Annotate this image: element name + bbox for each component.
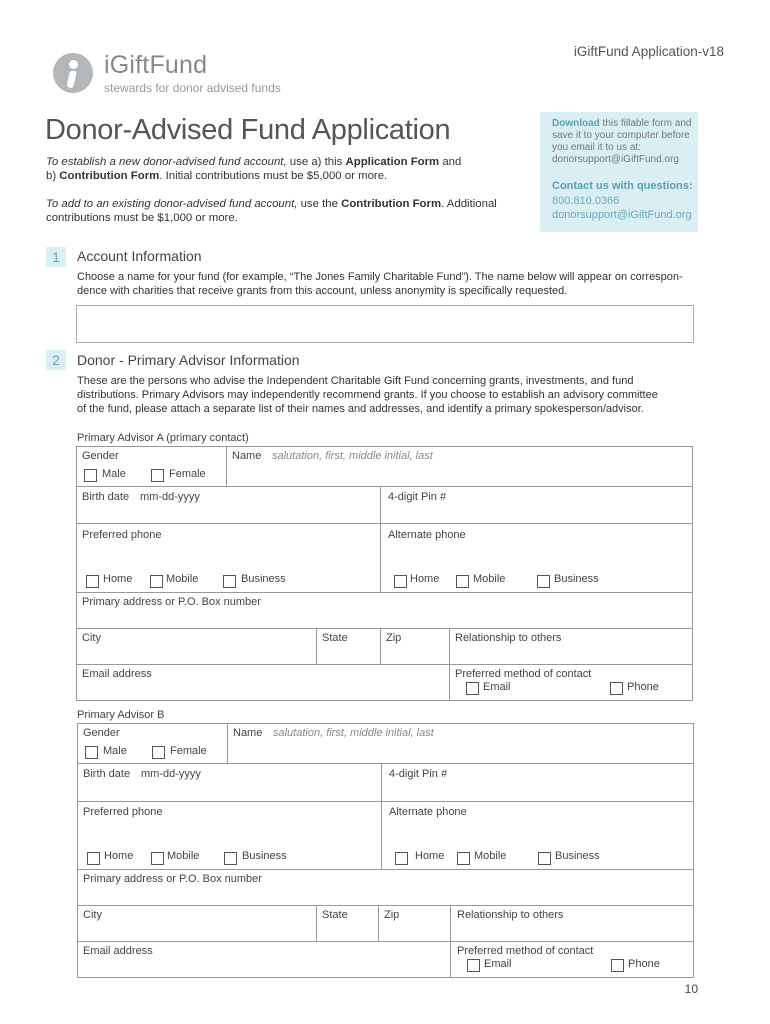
alt-home-label: Home bbox=[410, 573, 440, 585]
female-label: Female bbox=[170, 745, 207, 757]
business-checkbox[interactable] bbox=[223, 575, 236, 588]
female-label: Female bbox=[169, 468, 206, 480]
home-label: Home bbox=[104, 850, 134, 862]
info-box bbox=[540, 112, 698, 232]
name-label: Name bbox=[233, 727, 263, 739]
divider bbox=[316, 905, 317, 941]
logo-dot bbox=[69, 60, 78, 69]
contact-email-label: Email bbox=[483, 681, 511, 693]
download-note-line2: save it to your computer before bbox=[552, 130, 690, 141]
business-checkbox[interactable] bbox=[224, 852, 237, 865]
section-text: of the fund, please attach a separate list of their names and addresses, and identify a primary spokesperson/advisor. bbox=[77, 403, 644, 415]
divider bbox=[77, 977, 694, 978]
alt-home-checkbox[interactable] bbox=[394, 575, 407, 588]
contact-heading: Contact us with questions: bbox=[552, 180, 693, 192]
divider bbox=[378, 905, 379, 941]
divider bbox=[77, 941, 694, 942]
divider bbox=[449, 628, 450, 700]
email-address-label: Email address bbox=[83, 945, 153, 957]
mobile-checkbox[interactable] bbox=[150, 575, 163, 588]
alt-home-label: Home bbox=[415, 850, 445, 862]
divider bbox=[77, 763, 694, 764]
birth-date-label: Birth date bbox=[82, 491, 130, 503]
divider bbox=[76, 700, 693, 701]
home-checkbox[interactable] bbox=[87, 852, 100, 865]
alt-mobile-checkbox[interactable] bbox=[456, 575, 469, 588]
business-label: Business bbox=[242, 850, 287, 862]
pin-label: 4-digit Pin # bbox=[389, 768, 448, 780]
download-note: Download this fillable form and bbox=[552, 118, 692, 129]
form-version: iGiftFund Application-v18 bbox=[573, 44, 724, 59]
download-note-line3: you email it to us at: bbox=[552, 142, 641, 153]
intro-paragraph-1: To establish a new donor-advised fund account, use a) this Application Form and b) Contribution Form. Initial contributions must be $5,000 or more. bbox=[46, 156, 462, 182]
gender-label: Gender bbox=[83, 727, 120, 739]
male-checkbox[interactable] bbox=[85, 746, 98, 759]
section-number: 2 bbox=[46, 350, 66, 370]
home-label: Home bbox=[103, 573, 133, 585]
preferred-contact-label: Preferred method of contact bbox=[455, 668, 592, 680]
birth-date-label: Birth date bbox=[83, 768, 131, 780]
divider bbox=[381, 763, 382, 869]
contact-email-checkbox[interactable] bbox=[466, 682, 479, 695]
female-checkbox[interactable] bbox=[151, 469, 164, 482]
relationship-label: Relationship to others bbox=[457, 909, 564, 921]
divider bbox=[77, 869, 694, 870]
preferred-contact-label: Preferred method of contact bbox=[457, 945, 594, 957]
divider bbox=[76, 664, 693, 665]
state-label: State bbox=[322, 909, 348, 921]
brand-tagline: stewards for donor advised funds bbox=[104, 81, 281, 95]
name-input[interactable]: salutation, first, middle initial, last bbox=[273, 727, 434, 739]
page-title: Donor-Advised Fund Application bbox=[45, 114, 451, 146]
contact-phone-checkbox[interactable] bbox=[610, 682, 623, 695]
preferred-phone-label: Preferred phone bbox=[83, 806, 163, 818]
divider bbox=[76, 628, 693, 629]
city-label: City bbox=[82, 632, 101, 644]
divider bbox=[692, 446, 693, 700]
divider bbox=[76, 446, 77, 700]
divider bbox=[693, 723, 694, 977]
birth-date-input[interactable]: mm-dd-yyyy bbox=[141, 768, 201, 780]
mobile-label: Mobile bbox=[167, 850, 200, 862]
mobile-checkbox[interactable] bbox=[151, 852, 164, 865]
section-text: Choose a name for your fund (for example, “The Jones Family Charitable Fund”). The name below will appear on correspon- bbox=[77, 271, 683, 283]
alt-business-label: Business bbox=[555, 850, 600, 862]
section-number: 1 bbox=[46, 247, 66, 267]
download-note-email[interactable]: donorsupport@iGiftFund.org bbox=[552, 154, 679, 165]
state-label: State bbox=[322, 632, 348, 644]
mobile-label: Mobile bbox=[166, 573, 199, 585]
alternate-phone-label: Alternate phone bbox=[388, 529, 466, 541]
advisor-a-label: Primary Advisor A (primary contact) bbox=[77, 432, 249, 444]
name-input[interactable]: salutation, first, middle initial, last bbox=[272, 450, 433, 462]
divider bbox=[76, 446, 693, 447]
alt-mobile-label: Mobile bbox=[473, 573, 506, 585]
contact-email-checkbox[interactable] bbox=[467, 959, 480, 972]
home-checkbox[interactable] bbox=[86, 575, 99, 588]
section-title: Account Information bbox=[77, 248, 202, 264]
section-text: These are the persons who advise the Independent Charitable Gift Fund concerning grants, investments, and fund bbox=[77, 375, 634, 387]
alternate-phone-label: Alternate phone bbox=[389, 806, 467, 818]
brand-name: iGiftFund bbox=[104, 51, 208, 79]
address-label: Primary address or P.O. Box number bbox=[82, 596, 261, 608]
advisor-b-label: Primary Advisor B bbox=[77, 709, 165, 721]
section-text: dence with charities that receive grants from this account, unless anonymity is specifically requested. bbox=[77, 285, 568, 297]
alt-business-label: Business bbox=[554, 573, 599, 585]
fund-name-input[interactable] bbox=[76, 305, 694, 343]
contact-phone-checkbox[interactable] bbox=[611, 959, 624, 972]
alt-business-checkbox[interactable] bbox=[538, 852, 551, 865]
divider bbox=[380, 486, 381, 592]
male-label: Male bbox=[103, 745, 127, 757]
divider bbox=[76, 523, 693, 524]
alt-business-checkbox[interactable] bbox=[537, 575, 550, 588]
email-address-label: Email address bbox=[82, 668, 152, 680]
alt-mobile-checkbox[interactable] bbox=[457, 852, 470, 865]
name-label: Name bbox=[232, 450, 262, 462]
relationship-label: Relationship to others bbox=[455, 632, 562, 644]
alt-home-checkbox[interactable] bbox=[395, 852, 408, 865]
divider bbox=[77, 723, 78, 977]
contact-email[interactable]: donorsupport@iGiftFund.org bbox=[552, 209, 692, 221]
section-title: Donor - Primary Advisor Information bbox=[77, 352, 300, 368]
page-number: 10 bbox=[684, 982, 698, 996]
alt-mobile-label: Mobile bbox=[474, 850, 507, 862]
zip-label: Zip bbox=[386, 632, 402, 644]
divider bbox=[77, 801, 694, 802]
divider bbox=[226, 446, 227, 486]
divider bbox=[227, 723, 228, 763]
divider bbox=[77, 723, 694, 724]
divider bbox=[76, 486, 693, 487]
section-text: distributions. Primary Advisors may independently recommend grants. If you choose to establish an advisory committee bbox=[77, 389, 658, 401]
divider bbox=[76, 592, 693, 593]
birth-date-input[interactable]: mm-dd-yyyy bbox=[140, 491, 200, 503]
contact-phone: 800.810.0366 bbox=[552, 195, 620, 207]
gender-label: Gender bbox=[82, 450, 119, 462]
business-label: Business bbox=[241, 573, 286, 585]
preferred-phone-label: Preferred phone bbox=[82, 529, 162, 541]
contact-phone-label: Phone bbox=[627, 681, 659, 693]
address-label: Primary address or P.O. Box number bbox=[83, 873, 262, 885]
pin-label: 4-digit Pin # bbox=[388, 491, 447, 503]
intro-paragraph-2: To add to an existing donor-advised fund account, use the Contribution Form. Additional contributions must be $1,000 or more. bbox=[46, 198, 497, 224]
divider bbox=[77, 905, 694, 906]
zip-label: Zip bbox=[384, 909, 400, 921]
contact-phone-label: Phone bbox=[628, 958, 660, 970]
divider bbox=[316, 628, 317, 664]
contact-email-label: Email bbox=[484, 958, 512, 970]
male-label: Male bbox=[102, 468, 126, 480]
divider bbox=[450, 905, 451, 977]
city-label: City bbox=[83, 909, 102, 921]
female-checkbox[interactable] bbox=[152, 746, 165, 759]
male-checkbox[interactable] bbox=[84, 469, 97, 482]
divider bbox=[380, 628, 381, 664]
